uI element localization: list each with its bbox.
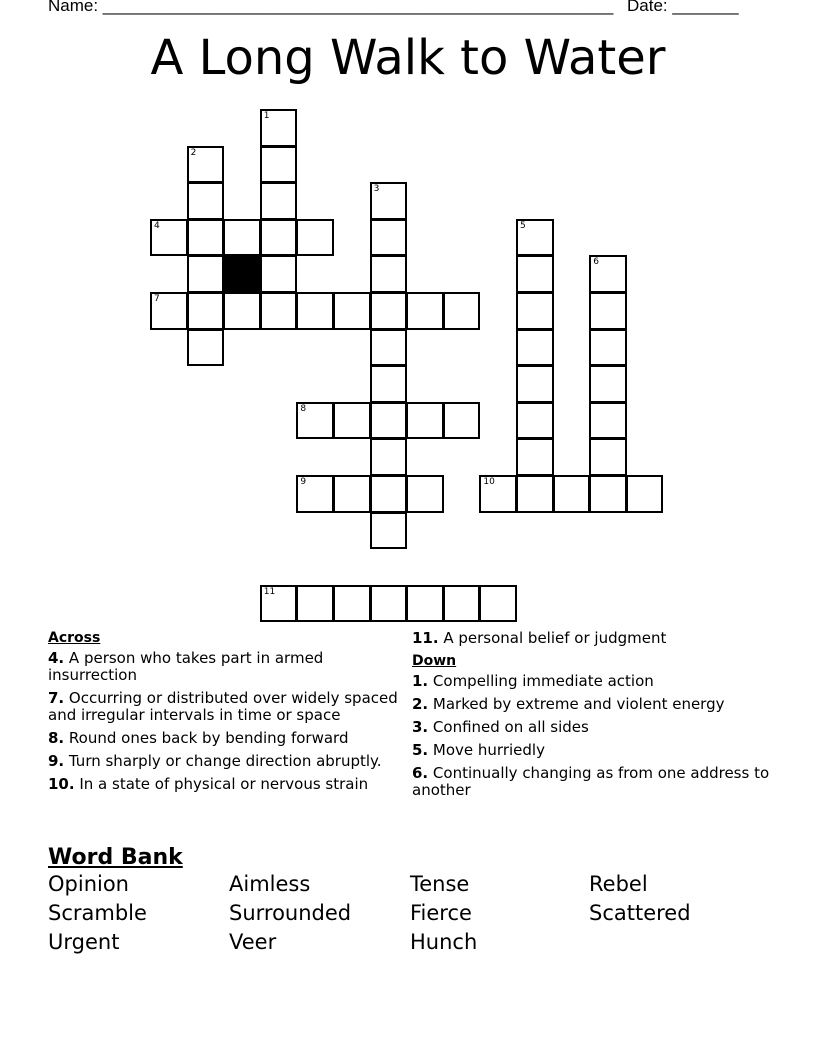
cell-number: 8	[300, 403, 307, 414]
clue-text: Move hurriedly	[432, 741, 545, 759]
word-bank-item: Veer	[229, 930, 277, 954]
clues-left-column	[48, 630, 398, 799]
clue-across-8	[48, 730, 398, 747]
crossword-cell[interactable]	[370, 585, 408, 623]
crossword-cell[interactable]	[296, 219, 334, 257]
clue-text: A person who takes part in armed insurrection	[48, 649, 324, 684]
clue-number: 2.	[412, 695, 429, 713]
cell-number: 1	[263, 111, 270, 121]
clue-text: A personal belief or judgment	[443, 629, 667, 647]
crossword-cell[interactable]	[370, 255, 408, 293]
crossword-cell[interactable]	[296, 402, 334, 440]
clue-number: 11.	[412, 629, 439, 647]
crossword-cell[interactable]	[187, 329, 225, 367]
crossword-cell[interactable]	[479, 585, 517, 623]
crossword-cell[interactable]	[187, 219, 225, 257]
crossword-cell[interactable]	[223, 219, 261, 257]
clue-text: Continually changing as from one address to another	[412, 764, 770, 799]
cell-number: 4	[154, 220, 160, 231]
cell-number: 3	[373, 184, 380, 195]
crossword-cell[interactable]	[626, 475, 664, 513]
crossword-cell[interactable]	[333, 475, 371, 513]
word-bank-item: Surrounded	[229, 901, 352, 925]
crossword-cell[interactable]	[370, 292, 408, 330]
crossword-cell[interactable]	[553, 475, 591, 513]
crossword-cell[interactable]	[370, 219, 408, 257]
crossword-cell[interactable]	[406, 402, 444, 440]
clue-number: 10.	[48, 775, 75, 793]
clue-text: Marked by extreme and violent energy	[432, 695, 725, 713]
crossword-cell[interactable]	[187, 292, 225, 330]
crossword-cell[interactable]	[260, 255, 298, 293]
word-bank-title: Word Bank	[48, 845, 183, 870]
clue-down-3	[412, 719, 772, 736]
cell-number: 9	[300, 477, 307, 487]
word-bank-item: Fierce	[410, 901, 472, 925]
clue-across-7	[48, 690, 398, 724]
clue-text: Round ones back by bending forward	[68, 729, 349, 747]
crossword-cell[interactable]	[333, 402, 371, 440]
clue-number: 7.	[48, 689, 65, 707]
crossword-cell[interactable]	[296, 292, 334, 330]
black-square	[223, 255, 261, 293]
crossword-cell[interactable]	[370, 512, 408, 550]
clue-text: In a state of physical or nervous strain	[79, 775, 369, 793]
crossword-cell[interactable]	[370, 182, 408, 220]
crossword-cell[interactable]	[187, 255, 225, 293]
clue-across-10	[48, 776, 398, 793]
word-bank-item: Opinion	[48, 872, 129, 896]
down-heading: Down	[412, 653, 457, 669]
word-bank-item: Scattered	[589, 901, 691, 925]
word-bank-list	[48, 872, 769, 955]
date-field[interactable]: Date: _______	[627, 0, 739, 15]
crossword-cell[interactable]	[187, 182, 225, 220]
crossword-cell[interactable]	[406, 475, 444, 513]
crossword-cell[interactable]	[589, 255, 627, 293]
crossword-cell[interactable]	[296, 585, 334, 623]
crossword-cell[interactable]	[516, 365, 554, 403]
crossword-cell[interactable]	[589, 402, 627, 440]
clue-number: 4.	[48, 649, 65, 667]
crossword-cell[interactable]	[296, 475, 334, 513]
clue-number: 8.	[48, 729, 65, 747]
crossword-cell[interactable]	[150, 292, 188, 330]
clue-text: Compelling immediate action	[432, 672, 654, 690]
crossword-cell[interactable]	[333, 292, 371, 330]
crossword-cell[interactable]	[223, 292, 261, 330]
page-title: A Long Walk to Water	[150, 30, 666, 86]
crossword-cell[interactable]	[333, 585, 371, 623]
crossword-cell[interactable]	[516, 475, 554, 513]
crossword-cell[interactable]	[516, 255, 554, 293]
crossword-cell[interactable]	[589, 365, 627, 403]
crossword-cell[interactable]	[370, 365, 408, 403]
word-bank-item: Urgent	[48, 930, 120, 954]
crossword-cell[interactable]	[589, 438, 627, 476]
cell-number: 6	[593, 257, 599, 268]
crossword-cell[interactable]	[370, 402, 408, 440]
cell-number: 5	[520, 220, 526, 231]
word-bank-item: Scramble	[48, 901, 147, 925]
clue-down-5	[412, 742, 772, 759]
clue-down-6	[412, 765, 772, 799]
cell-number: 2	[190, 147, 197, 158]
clue-number: 1.	[412, 672, 429, 690]
crossword-cell[interactable]	[406, 292, 444, 330]
crossword-cell[interactable]	[516, 329, 554, 367]
crossword-cell[interactable]	[479, 475, 517, 513]
across-heading: Across	[48, 630, 101, 646]
crossword-cell[interactable]	[260, 219, 298, 257]
crossword-cell[interactable]	[370, 475, 408, 513]
cell-number: 7	[154, 294, 160, 304]
clue-text: Occurring or distributed over widely spaced and irregular intervals in time or space	[48, 689, 398, 724]
crossword-cell[interactable]	[260, 182, 298, 220]
clue-text: Confined on all sides	[432, 718, 589, 736]
clue-text: Turn sharply or change direction abruptly.	[68, 752, 382, 770]
crossword-cell[interactable]	[516, 219, 554, 257]
crossword-cell[interactable]	[260, 109, 298, 147]
cell-number: 11	[263, 586, 276, 597]
clue-number: 5.	[412, 741, 429, 759]
clue-down-2	[412, 696, 772, 713]
clues-right-column	[412, 630, 772, 805]
clue-down-1	[412, 673, 772, 690]
crossword-cell[interactable]	[443, 585, 481, 623]
crossword-cell[interactable]	[443, 402, 481, 440]
crossword-cell[interactable]	[516, 402, 554, 440]
word-bank	[48, 845, 769, 955]
crossword-cell[interactable]	[260, 585, 298, 623]
crossword-cell[interactable]	[589, 292, 627, 330]
clue-number: 9.	[48, 752, 65, 770]
crossword-cell[interactable]	[589, 329, 627, 367]
name-field[interactable]: Name: ______________________________________________________	[48, 0, 614, 15]
cell-number: 10	[483, 477, 495, 487]
clue-number: 6.	[412, 764, 429, 782]
crossword-cell[interactable]	[516, 438, 554, 476]
clue-number: 3.	[412, 718, 429, 736]
crossword-cell[interactable]	[370, 438, 408, 476]
crossword-cell[interactable]	[260, 146, 298, 184]
crossword-cell[interactable]	[406, 585, 444, 623]
clue-across-11	[412, 630, 772, 647]
clue-across-9	[48, 753, 398, 770]
word-bank-item: Rebel	[589, 872, 648, 896]
crossword-cell[interactable]	[150, 219, 188, 257]
crossword-cell[interactable]	[589, 475, 627, 513]
word-bank-item: Aimless	[229, 872, 311, 896]
word-bank-item: Hunch	[410, 930, 478, 954]
crossword-cell[interactable]	[443, 292, 481, 330]
crossword-cell[interactable]	[260, 292, 298, 330]
crossword-cell[interactable]	[516, 292, 554, 330]
word-bank-item: Tense	[410, 872, 470, 896]
crossword-cell[interactable]	[187, 146, 225, 184]
clue-across-4	[48, 650, 398, 684]
crossword-cell[interactable]	[370, 329, 408, 367]
